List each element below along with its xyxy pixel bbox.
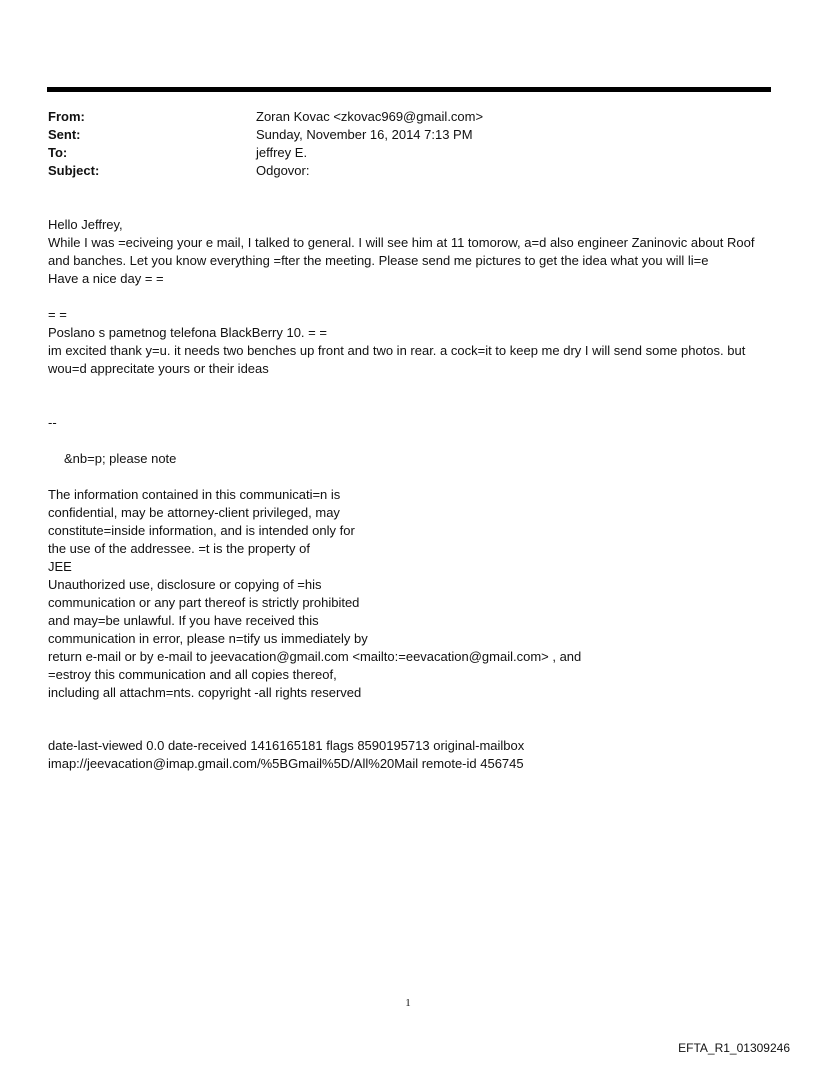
- header-row-from: [48, 108, 748, 126]
- page-number: 1: [405, 997, 411, 1009]
- to-label: To:: [48, 145, 68, 160]
- signature-dashes: --: [48, 415, 57, 430]
- bates-number: EFTA_R1_01309246: [678, 1041, 790, 1055]
- from-value: Zoran Kovac <zkovac969@gmail.com>: [256, 109, 484, 124]
- sent-label: Sent:: [48, 127, 81, 142]
- header-row-subject: [48, 162, 748, 180]
- please-note: &nb=p; please note: [64, 451, 177, 466]
- sent-value: Sunday, November 16, 2014 7:13 PM: [256, 127, 473, 142]
- from-label: From:: [48, 109, 85, 124]
- subject-label: Subject:: [48, 163, 100, 178]
- header-row-to: [48, 144, 748, 162]
- email-header: [48, 108, 748, 180]
- header-rule: [47, 87, 771, 92]
- message-reply: Poslano s pametnog telefona BlackBerry 10. = = im excited thank y=u. it needs two benches up front and two in rear. a cock=it to keep me dry I will send some photos. but wou=d apprecitate yours or their ideas: [48, 325, 746, 376]
- confidentiality-disclaimer: The information contained in this communicati=n is confidential, may be attorney-client privileged, may constitute=inside information, and is intended only for the use of the addressee. =t is the property of JEE Unauthorized use, disclosure or copying of =his communication or any part thereof is strictly prohibited and may=be unlawful. If you have received this communication in error, please n=tify us immediately by return e-mail or by e-mail to jeevacation@gmail.com <mailto:=eevacation@gmail.com> , and =estroy this communication and all copies thereof, including all attachm=nts. copyright -all rights reserved: [48, 487, 582, 700]
- to-value: jeffrey E.: [256, 145, 308, 160]
- mailbox-metadata: date-last-viewed 0.0 date-received 1416165181 flags 8590195713 original-mailbox imap://jeevacation@imap.gmail.com/%5BGmail%5D/All%20Mail remote-id 456745: [48, 738, 525, 771]
- message-greeting: Hello Jeffrey, While I was =eciveing your e mail, I talked to general. I will see him at 11 tomorow, a=d also engineer Zaninovic about Roof and banches. Let you know everything =fter the meeting. Please send me pictures to get the idea what you will li=e Have a nice day = =: [48, 217, 755, 286]
- subject-value: Odgovor:: [256, 163, 310, 178]
- header-row-sent: [48, 126, 748, 144]
- message-separator: = =: [48, 307, 67, 322]
